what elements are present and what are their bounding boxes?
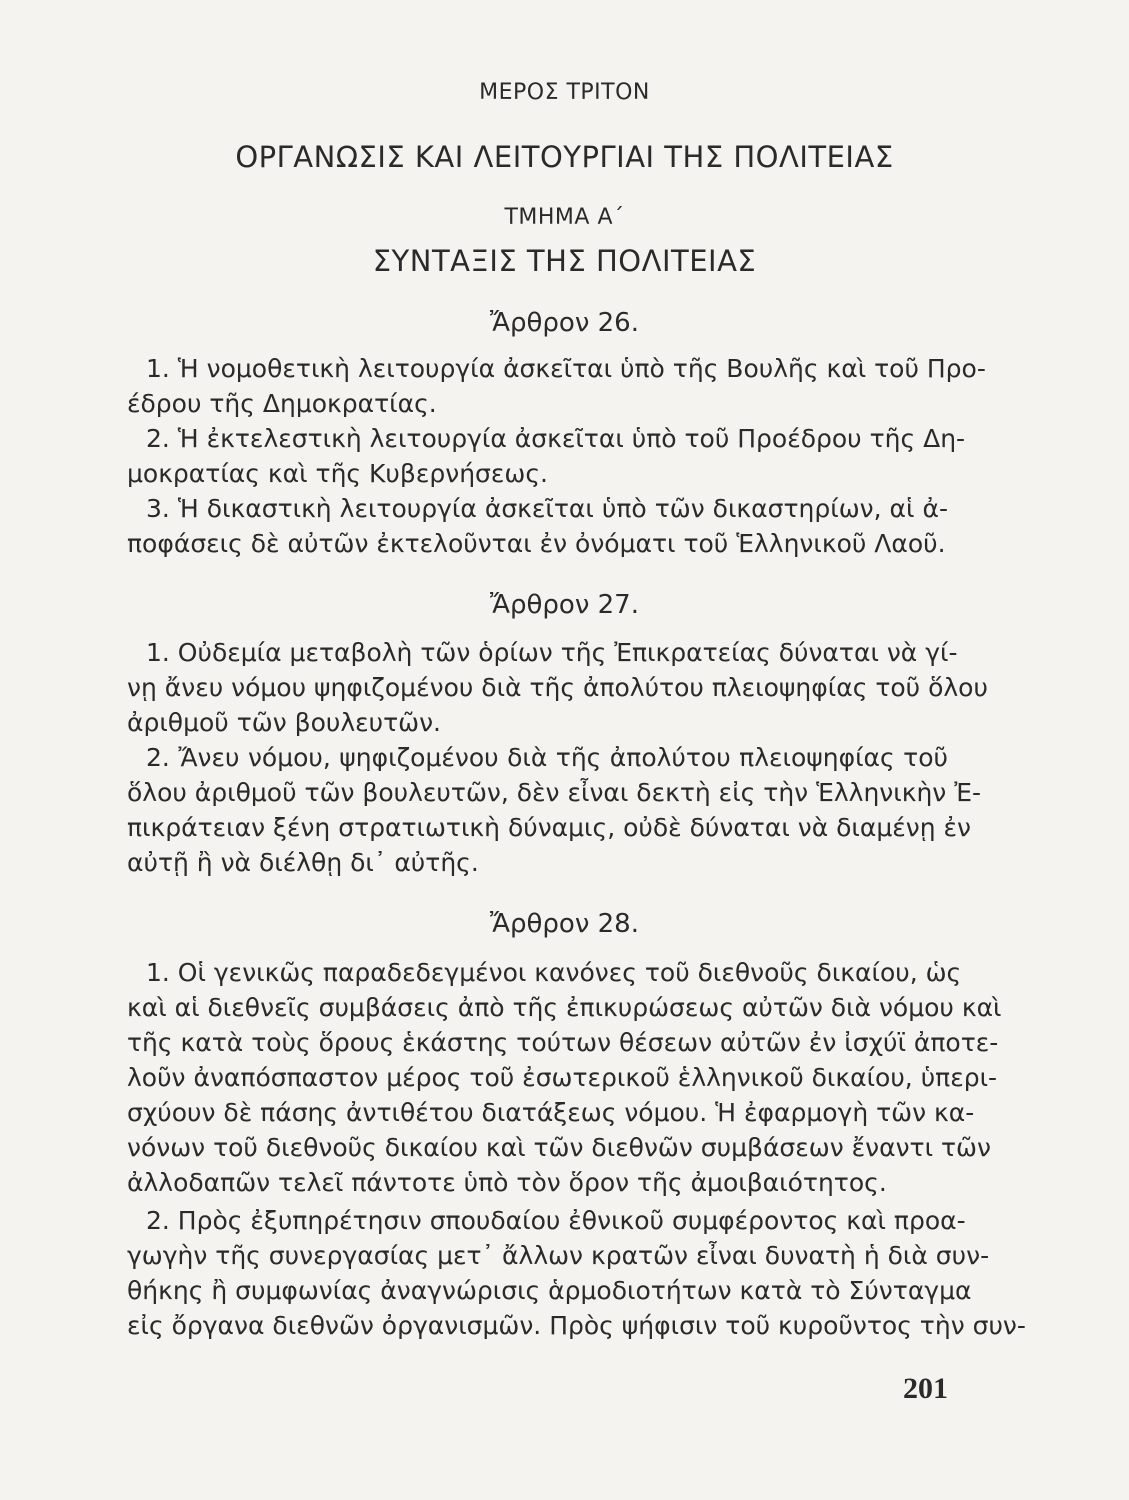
article-28-line: εἰς ὄργανα διεθνῶν ὀργανισμῶν. Πρὸς ψήφισιν τοῦ κυροῦντος τὴν συν- [127,1311,1026,1340]
article-26-line: μοκρατίας καὶ τῆς Κυβερνήσεως. [127,459,548,488]
article-26-line: 2. Ἡ ἐκτελεστικὴ λειτουργία ἀσκεῖται ὑπὸ τοῦ Προέδρου τῆς Δη- [146,424,966,453]
article-28-line: θήκης ἢ συμφωνίας ἀναγνώρισις ἁρμοδιοτήτων κατὰ τὸ Σύνταγμα [127,1276,972,1305]
article-26-line: 3. Ἡ δικαστικὴ λειτουργία ἀσκεῖται ὑπὸ τῶν δικαστηρίων, αἱ ἀ- [146,494,948,523]
article-26-line: 1. Ἡ νομοθετικὴ λειτουργία ἀσκεῖται ὑπὸ τῆς Βουλῆς καὶ τοῦ Προ- [146,354,986,383]
article-28-line: 1. Οἱ γενικῶς παραδεδεγμένοι κανόνες τοῦ διεθνοῦς δικαίου, ὡς [146,958,962,987]
article-28-line: λοῦν ἀναπόσπαστον μέρος τοῦ ἐσωτερικοῦ ἑλληνικοῦ δικαίου, ὑπερι- [127,1063,998,1092]
article-28-line: σχύουν δὲ πάσης ἀντιθέτου διατάξεως νόμου. Ἡ ἐφαρμογὴ τῶν κα- [127,1098,975,1127]
section-subtitle: ΣΥΝΤΑΞΙΣ ΤΗΣ ΠΟΛΙΤΕΙΑΣ [372,244,757,278]
main-title: ΟΡΓΑΝΩΣΙΣ ΚΑΙ ΛΕΙΤΟΥΡΓΙΑΙ ΤΗΣ ΠΟΛΙΤΕΙΑΣ [235,140,894,174]
article-26-line: ποφάσεις δὲ αὐτῶν ἐκτελοῦνται ἐν ὀνόματι τοῦ Ἑλληνικοῦ Λαοῦ. [127,529,946,558]
article-28-title: Ἄρθρον 28. [490,909,639,939]
article-27-line: ὅλου ἀριθμοῦ τῶν βουλευτῶν, δὲν εἶναι δεκτὴ εἰς τὴν Ἑλληνικὴν Ἐ- [127,778,981,807]
part-title: ΜΕΡΟΣ ΤΡΙΤΟΝ [479,80,650,105]
article-28-line: νόνων τοῦ διεθνοῦς δικαίου καὶ τῶν διεθνῶν συμβάσεων ἔναντι τῶν [127,1133,991,1162]
article-28-line: ἀλλοδαπῶν τελεῖ πάντοτε ὑπὸ τὸν ὅρον τῆς ἀμοιβαιότητος. [127,1168,887,1197]
article-27-line: ἀριθμοῦ τῶν βουλευτῶν. [127,708,442,737]
article-27-line: πικράτειαν ξένη στρατιωτικὴ δύναμις, οὐδὲ δύναται νὰ διαμένῃ ἐν [127,813,972,842]
article-26-title: Ἄρθρον 26. [490,308,639,338]
page-number: 201 [903,1372,948,1405]
article-27-line: αὐτῇ ἢ νὰ διέλθῃ δι᾽ αὐτῆς. [127,848,479,877]
article-27-line: 2. Ἄνευ νόμου, ψηφιζομένου διὰ τῆς ἀπολύτου πλειοψηφίας τοῦ [146,743,948,772]
article-27-line: νῃ ἄνευ νόμου ψηφιζομένου διὰ τῆς ἀπολύτου πλειοψηφίας τοῦ ὅλου [127,673,988,702]
section-title: ΤΜΗΜΑ Α΄ [504,205,625,230]
article-28-line: γωγὴν τῆς συνεργασίας μετ᾽ ἄλλων κρατῶν εἶναι δυνατὴ ἡ διὰ συν- [127,1241,990,1270]
article-27-title: Ἄρθρον 27. [490,590,639,620]
article-27-line: 1. Οὐδεμία μεταβολὴ τῶν ὁρίων τῆς Ἐπικρατείας δύναται νὰ γί- [146,638,958,667]
article-28-line: τῆς κατὰ τοὺς ὅρους ἑκάστης τούτων θέσεων αὐτῶν ἐν ἰσχύϊ ἀποτε- [127,1028,999,1057]
article-26-line: έδρου τῆς Δημοκρατίας. [127,389,437,418]
article-28-line: 2. Πρὸς ἐξυπηρέτησιν σπουδαίου ἐθνικοῦ συμφέροντος καὶ προα- [146,1206,966,1235]
article-28-line: καὶ αἱ διεθνεῖς συμβάσεις ἀπὸ τῆς ἐπικυρώσεως αὐτῶν διὰ νόμου καὶ [127,993,1002,1022]
